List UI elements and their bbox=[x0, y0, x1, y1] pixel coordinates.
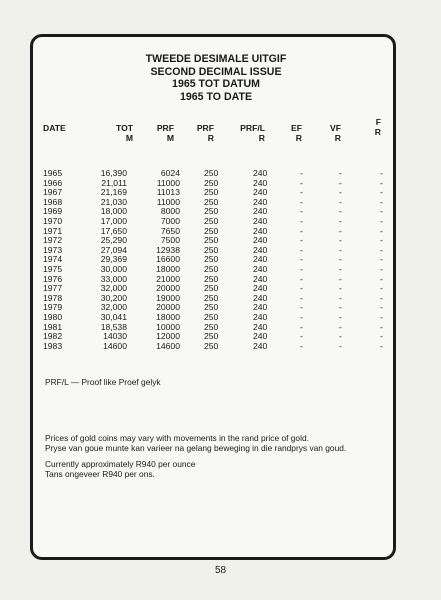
current-price-af: Tans ongeveer R940 per ons. bbox=[45, 469, 155, 479]
cell-prf-r: 250 bbox=[204, 187, 219, 198]
col-head-tot-bottom: M bbox=[125, 133, 133, 143]
cell-prf-l-r: 240 bbox=[253, 263, 268, 274]
cell-vf-r: - bbox=[339, 187, 342, 198]
col-head-prf-m-bottom: M bbox=[166, 133, 174, 143]
cell-prf-l-r: 240 bbox=[253, 235, 268, 246]
cell-prf-m: 8000 bbox=[160, 206, 180, 217]
cell-vf-r: - bbox=[339, 196, 342, 207]
gold-price-note-en: Prices of gold coins may vary with movements in the rand price of gold. bbox=[45, 433, 309, 443]
cell-prf-l-r: 240 bbox=[253, 273, 268, 284]
cell-f-r: - bbox=[380, 177, 383, 188]
cell-f-r: - bbox=[380, 196, 383, 207]
cell-prf-r: 250 bbox=[204, 244, 219, 255]
cell-vf-r: - bbox=[339, 235, 342, 246]
cell-date: 1968 bbox=[43, 196, 63, 207]
cell-ef-r: - bbox=[300, 196, 303, 207]
col-head-prf-l-top: PRF/L bbox=[240, 123, 265, 133]
cell-tot-m: 30,041 bbox=[100, 311, 127, 322]
cell-prf-m: 20000 bbox=[156, 302, 180, 313]
cell-prf-l-r: 240 bbox=[253, 187, 268, 198]
cell-ef-r: - bbox=[300, 168, 303, 178]
cell-prf-l-r: 240 bbox=[253, 283, 268, 294]
col-head-prf-l bbox=[240, 123, 265, 143]
cell-prf-r: 250 bbox=[204, 235, 219, 246]
cell-tot-m: 30,200 bbox=[100, 292, 127, 303]
col-head-tot-top: TOT bbox=[115, 123, 133, 133]
col-head-prf-r-top: PRF bbox=[196, 123, 214, 133]
cell-prf-m: 6024 bbox=[160, 168, 180, 178]
cell-tot-m: 17,650 bbox=[100, 225, 127, 236]
cell-f-r: - bbox=[380, 331, 383, 342]
heading-line-1: TWEEDE DESIMALE UITGIF bbox=[145, 53, 287, 65]
cell-tot-m: 32,000 bbox=[100, 302, 127, 313]
cell-ef-r: - bbox=[300, 292, 303, 303]
cell-date: 1973 bbox=[43, 244, 63, 255]
cell-prf-l-r: 240 bbox=[253, 311, 268, 322]
col-head-prf-l-bottom: R bbox=[258, 133, 265, 143]
cell-prf-m: 10000 bbox=[156, 321, 180, 332]
cell-prf-r: 250 bbox=[204, 273, 219, 284]
col-head-ef-bottom: R bbox=[295, 133, 302, 143]
cell-tot-m: 33,000 bbox=[100, 273, 127, 284]
cell-f-r: - bbox=[380, 311, 383, 322]
heading-line-4: 1965 TO DATE bbox=[179, 90, 253, 103]
cell-prf-m: 12000 bbox=[156, 331, 180, 342]
cell-f-r: - bbox=[380, 187, 383, 198]
col-head-ef-top: EF bbox=[291, 123, 302, 133]
cell-prf-m: 19000 bbox=[156, 292, 180, 303]
cell-prf-r: 250 bbox=[204, 331, 219, 342]
cell-vf-r: - bbox=[339, 244, 342, 255]
cell-tot-m: 27,094 bbox=[100, 244, 127, 255]
cell-ef-r: - bbox=[300, 187, 303, 198]
cell-f-r: - bbox=[380, 225, 383, 236]
col-head-tot bbox=[116, 123, 133, 143]
cell-ef-r: - bbox=[300, 321, 303, 332]
cell-vf-r: - bbox=[339, 331, 342, 342]
current-price-en: Currently approximately R940 per ounce bbox=[45, 459, 196, 469]
cell-prf-r: 250 bbox=[204, 168, 219, 178]
cell-prf-m: 16600 bbox=[156, 254, 180, 265]
heading-line-3: 1965 TOT DATUM bbox=[172, 78, 260, 91]
cell-prf-r: 250 bbox=[204, 283, 219, 294]
cell-vf-r: - bbox=[339, 206, 342, 217]
cell-f-r: - bbox=[380, 302, 383, 313]
col-head-date bbox=[43, 123, 66, 133]
cell-ef-r: - bbox=[300, 273, 303, 284]
cell-date: 1975 bbox=[43, 263, 63, 274]
cell-prf-l-r: 240 bbox=[253, 225, 268, 236]
cell-vf-r: - bbox=[339, 177, 342, 188]
cell-prf-m: 7500 bbox=[160, 235, 180, 246]
cell-prf-l-r: 240 bbox=[253, 292, 268, 303]
cell-date: 1972 bbox=[43, 235, 63, 246]
cell-date: 1979 bbox=[43, 302, 63, 313]
cell-ef-r: - bbox=[300, 244, 303, 255]
cell-date: 1965 bbox=[43, 168, 63, 178]
cell-tot-m: 21,030 bbox=[100, 196, 127, 207]
heading-line-2: SECOND DECIMAL ISSUE bbox=[150, 65, 282, 78]
cell-f-r: - bbox=[380, 273, 383, 284]
cell-f-r: - bbox=[380, 321, 383, 332]
cell-vf-r: - bbox=[339, 292, 342, 303]
cell-ef-r: - bbox=[300, 177, 303, 188]
cell-date: 1966 bbox=[43, 177, 63, 188]
cell-prf-m: 21000 bbox=[156, 273, 180, 284]
cell-vf-r: - bbox=[339, 340, 342, 351]
cell-date: 1970 bbox=[43, 215, 63, 226]
cell-prf-r: 250 bbox=[204, 196, 219, 207]
cell-prf-m: 7000 bbox=[160, 215, 180, 226]
cell-tot-m: 21,169 bbox=[100, 187, 127, 198]
cell-tot-m: 25,290 bbox=[100, 235, 127, 246]
cell-ef-r: - bbox=[300, 225, 303, 236]
cell-date: 1978 bbox=[43, 292, 63, 303]
cell-prf-l-r: 240 bbox=[253, 206, 268, 217]
cell-prf-m: 11000 bbox=[156, 177, 180, 188]
col-head-prf-r-bottom: R bbox=[207, 133, 214, 143]
cell-prf-r: 250 bbox=[204, 215, 219, 226]
cell-prf-l-r: 240 bbox=[253, 331, 268, 342]
cell-date: 1977 bbox=[43, 283, 63, 294]
cell-prf-r: 250 bbox=[204, 263, 219, 274]
cell-f-r: - bbox=[380, 292, 383, 303]
col-head-f-top: F bbox=[375, 117, 381, 127]
col-head-vf-top: VF bbox=[330, 123, 341, 133]
cell-prf-r: 250 bbox=[204, 206, 219, 217]
cell-tot-m: 14030 bbox=[103, 331, 127, 342]
cell-date: 1976 bbox=[43, 273, 63, 284]
cell-vf-r: - bbox=[339, 263, 342, 274]
cell-vf-r: - bbox=[339, 168, 342, 178]
cell-prf-m: 20000 bbox=[156, 283, 180, 294]
cell-tot-m: 18,000 bbox=[100, 206, 127, 217]
cell-prf-l-r: 240 bbox=[253, 244, 268, 255]
cell-date: 1982 bbox=[43, 331, 63, 342]
col-head-f-bottom: R bbox=[374, 127, 381, 137]
cell-ef-r: - bbox=[300, 302, 303, 313]
cell-f-r: - bbox=[380, 283, 383, 294]
col-head-ef bbox=[291, 123, 302, 143]
cell-ef-r: - bbox=[300, 254, 303, 265]
cell-prf-l-r: 240 bbox=[253, 254, 268, 265]
cell-prf-m: 12938 bbox=[156, 244, 180, 255]
cell-vf-r: - bbox=[339, 273, 342, 284]
cell-vf-r: - bbox=[339, 283, 342, 294]
cell-f-r: - bbox=[380, 244, 383, 255]
cell-tot-m: 29,369 bbox=[100, 254, 127, 265]
cell-ef-r: - bbox=[300, 215, 303, 226]
cell-ef-r: - bbox=[300, 311, 303, 322]
cell-prf-m: 11000 bbox=[156, 196, 180, 207]
cell-prf-r: 250 bbox=[204, 225, 219, 236]
cell-ef-r: - bbox=[300, 331, 303, 342]
cell-tot-m: 30,000 bbox=[100, 263, 127, 274]
content-frame bbox=[30, 34, 396, 560]
cell-date: 1983 bbox=[43, 340, 63, 351]
cell-prf-r: 250 bbox=[204, 321, 219, 332]
cell-tot-m: 32,000 bbox=[100, 283, 127, 294]
col-head-date-label: DATE bbox=[43, 123, 66, 133]
legend-note: PRF/L — Proof like Proef gelyk bbox=[45, 377, 161, 387]
cell-ef-r: - bbox=[300, 235, 303, 246]
cell-date: 1971 bbox=[43, 225, 63, 236]
cell-date: 1981 bbox=[43, 321, 63, 332]
cell-tot-m: 18,538 bbox=[100, 321, 127, 332]
col-head-vf bbox=[330, 123, 341, 143]
cell-tot-m: 21,011 bbox=[101, 177, 127, 188]
cell-f-r: - bbox=[380, 215, 383, 226]
cell-prf-m: 14600 bbox=[156, 340, 180, 351]
cell-tot-m: 16,390 bbox=[100, 168, 127, 178]
cell-date: 1974 bbox=[43, 254, 63, 265]
cell-vf-r: - bbox=[339, 215, 342, 226]
cell-ef-r: - bbox=[300, 206, 303, 217]
col-head-prf-r bbox=[197, 123, 214, 143]
cell-f-r: - bbox=[380, 206, 383, 217]
cell-f-r: - bbox=[380, 340, 383, 351]
cell-prf-m: 18000 bbox=[156, 311, 180, 322]
col-head-vf-bottom: R bbox=[334, 133, 341, 143]
cell-prf-r: 250 bbox=[204, 177, 219, 188]
cell-date: 1969 bbox=[43, 206, 63, 217]
cell-prf-m: 7650 bbox=[160, 225, 180, 236]
col-head-prf-m-top: PRF bbox=[156, 123, 174, 133]
cell-prf-l-r: 240 bbox=[253, 196, 268, 207]
cell-tot-m: 17,000 bbox=[100, 215, 127, 226]
cell-ef-r: - bbox=[300, 263, 303, 274]
page-heading bbox=[33, 53, 399, 103]
cell-prf-m: 18000 bbox=[156, 263, 180, 274]
cell-date: 1967 bbox=[43, 187, 63, 198]
cell-prf-l-r: 240 bbox=[253, 321, 268, 332]
col-head-f bbox=[375, 117, 381, 137]
cell-prf-r: 250 bbox=[204, 302, 219, 313]
cell-date: 1980 bbox=[43, 311, 63, 322]
cell-prf-r: 250 bbox=[204, 254, 219, 265]
cell-vf-r: - bbox=[339, 254, 342, 265]
cell-prf-r: 250 bbox=[204, 311, 219, 322]
cell-prf-l-r: 240 bbox=[253, 215, 268, 226]
cell-prf-l-r: 240 bbox=[253, 340, 268, 351]
cell-ef-r: - bbox=[300, 283, 303, 294]
gold-price-note-af: Pryse van goue munte kan varieer na gelang beweging in die randprys van goud. bbox=[45, 443, 347, 453]
cell-prf-r: 250 bbox=[204, 292, 219, 303]
cell-f-r: - bbox=[380, 263, 383, 274]
cell-prf-r: 250 bbox=[204, 340, 219, 351]
cell-vf-r: - bbox=[339, 321, 342, 332]
cell-f-r: - bbox=[380, 235, 383, 246]
cell-prf-l-r: 240 bbox=[253, 168, 268, 178]
cell-tot-m: 14600 bbox=[103, 340, 127, 351]
cell-f-r: - bbox=[380, 254, 383, 265]
cell-vf-r: - bbox=[339, 311, 342, 322]
page-number: 58 bbox=[214, 565, 227, 576]
cell-vf-r: - bbox=[339, 225, 342, 236]
cell-ef-r: - bbox=[300, 340, 303, 351]
col-head-prf-m bbox=[157, 123, 174, 143]
cell-prf-l-r: 240 bbox=[253, 302, 268, 313]
cell-prf-m: 11013 bbox=[156, 187, 180, 198]
cell-prf-l-r: 240 bbox=[253, 177, 268, 188]
cell-vf-r: - bbox=[339, 302, 342, 313]
cell-f-r: - bbox=[380, 168, 383, 178]
mintage-table bbox=[33, 169, 399, 351]
table-row bbox=[33, 342, 399, 352]
